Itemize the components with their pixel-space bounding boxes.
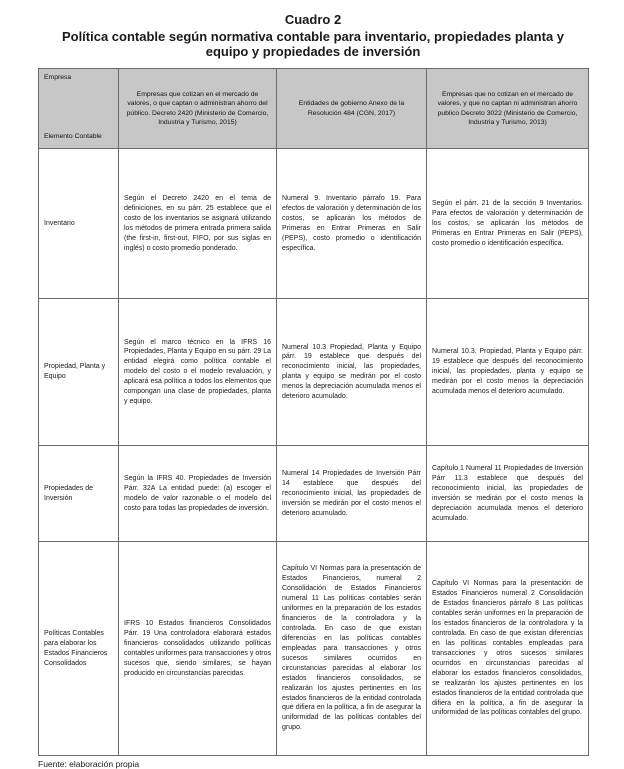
corner-header-cell: [39, 69, 119, 149]
column-header-listed-companies: Empresas que cotizan en el mercado de valores, o que captan o administran ahorro del público. Decreto 2420 (Ministerio de Comercio, Industria y Turismo, 2015): [119, 69, 277, 149]
table-row-politicas-contables-consolidados: [39, 542, 589, 756]
column-header-government-entities: Entidades de gobierno Anexo de la Resolución 484 (CGN, 2017): [277, 69, 427, 149]
corner-header-bottom-label: Elemento Contable: [44, 132, 102, 140]
row-label: Propiedades de Inversión: [39, 446, 119, 542]
table-row-propiedad-planta-equipo: [39, 299, 589, 446]
header-row: [39, 69, 589, 149]
table-cell: Numeral 9. Inventario párrafo 19. Para efectos de valoración y determinación de los costos, se aplicarán los métodos de Primeras en Entrar Primeras en Salir (PEPS), costo promedio o identificación específica.: [277, 149, 427, 299]
table-caption-number: Cuadro 2: [284, 12, 342, 27]
table-caption-title: Política contable según normativa contable para inventario, propiedades planta y equipo y propiedades de inversión: [61, 28, 565, 60]
table-cell: Numeral 10.3. Propiedad, Planta y Equipo párr. 19 establece que después del reconocimiento inicial, las propiedades, planta y equipo se medirán por el costo menos la depreciación acumulada menos el deterioro acumulado.: [427, 299, 589, 446]
table-row-propiedades-inversion: [39, 446, 589, 542]
row-label: Políticas Contables para elaborar los Estados Financieros Consolidados: [39, 542, 119, 756]
table-cell: Numeral 14 Propiedades de Inversión Párr 14 establece que después del reconocimiento inicial, las propiedades de inversión se medirán por el costo menos el deterioro acumulado.: [277, 446, 427, 542]
table-cell: Numeral 10.3 Propiedad, Planta y Equipo párr. 19 establece que después del reconocimiento inicial, las propiedades, planta y equipo se medirán por el costo menos la depreciación acumulada menos el deterioro acumulado.: [277, 299, 427, 446]
corner-header-top-label: Empresa: [44, 74, 72, 82]
table-cell: Según el párr. 21 de la sección 9 Inventarios. Para efectos de valoración y determinación de los costos, se aplicarán los métodos de Primeras en Entrar Primeras en Salir (PEPS), costo promedio o identificación específica.: [427, 149, 589, 299]
table-cell: Capítulo 1 Numeral 11 Propiedades de Inversión Párr 11.3 establece que después del reconocimiento inicial, las propiedades de inversión se medirán por el costo menos la depreciación acumulada menos el deterioro acumulado.: [427, 446, 589, 542]
row-label: Inventario: [39, 149, 119, 299]
table-cell: Capítulo VI Normas para la presentación de Estados Financieros numeral 2 Consolidación de Estados financieros párrafo 8 Las políticas contables serán uniformes en la preparación de los estados financieros de la controladora y la controlada. En caso de que existan diferencias en las políticas contables empleadas para transacciones y otros sucesos similares ocurridos en circunstancias parecidas al elaborar los estados financieros consolidados, se realizarán los ajustes pertinentes en los estados financieros de la entidad controlada que difiera en la política, a fin de asegurar la uniformidad de las políticas contables del grupo.: [427, 542, 589, 756]
column-header-unlisted-companies: Empresas que no cotizan en el mercado de valores, y que no captan ni administran ahorro publico Decreto 3022 (Ministerio de Comercio, Industria y Turismo, 2013): [427, 69, 589, 149]
accounting-policy-table: [38, 68, 589, 756]
table-cell: Según la IFRS 40. Propiedades de Inversión Párr. 32A La entidad puede: (a) escoger el modelo de valor razonable o el modelo del costo para todas las propiedades de inversión.: [119, 446, 277, 542]
source-note: Fuente: elaboración propia: [38, 759, 140, 769]
table-row-inventario: [39, 149, 589, 299]
corner-header-inner: [44, 73, 113, 141]
table-cell: Según el marco técnico en la IFRS 16 Propiedades, Planta y Equipo en su párr. 29 La entidad elegirá como política contable el modelo del costo o el modelo revaluación, y aplicará esa política a todos los elementos que compongan una clase de propiedades, planta y equipo.: [119, 299, 277, 446]
table-cell: Capítulo VI Normas para la presentación de Estados Financieros, numeral 2 Consolidación de Estados Financieros numeral 11 Las políticas contables serán uniformes en la preparación de los estados financieros de la controladora y la controlada. En caso de que existan diferencias en las políticas contables empleadas para transacciones y otros sucesos similares ocurridos en circunstancias parecidas al elaborar los estados financieros consolidados, se realizarán los ajustes pertinentes en los estados financieros de la entidad controlada que difiera en la política, a fin de asegurar la uniformidad de las políticas contables del grupo.: [277, 542, 427, 756]
table-cell: Según el Decreto 2420 en el tema de definiciones, en su párr. 25 establece que el costo de los inventarios se asignará utilizando los métodos de primera entrada primera salida (the first-in, first-out, FIFO, por sus siglas en inglés) o costo promedio ponderado.: [119, 149, 277, 299]
table-cell: IFRS 10 Estados financieros Consolidados Párr. 19 Una controladora elaborará estados financieros consolidados utilizando políticas contables uniformes para transacciones y otros sucesos que, siendo similares, se hayan producido en circunstancias parecidas.: [119, 542, 277, 756]
row-label: Propiedad, Planta y Equipo: [39, 299, 119, 446]
